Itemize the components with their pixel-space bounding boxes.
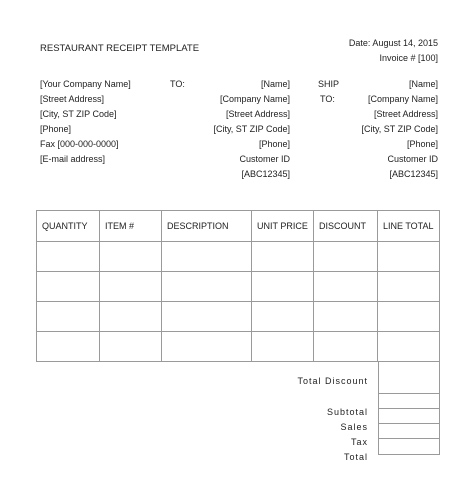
table-cell[interactable] bbox=[162, 332, 252, 362]
table-cell[interactable] bbox=[252, 302, 314, 332]
table-cell[interactable] bbox=[37, 272, 100, 302]
summary-divider bbox=[378, 408, 440, 409]
total-label: Total bbox=[343, 452, 368, 462]
to-company: [Company Name] bbox=[219, 94, 290, 104]
table-cell[interactable] bbox=[252, 332, 314, 362]
date-text: Date: August 14, 2015 bbox=[348, 38, 438, 48]
col-discount: DISCOUNT bbox=[314, 211, 378, 242]
sales-label: Sales bbox=[340, 422, 368, 432]
company-city: [City, ST ZIP Code] bbox=[40, 109, 117, 119]
table-cell[interactable] bbox=[100, 332, 162, 362]
summary-divider bbox=[378, 438, 440, 439]
table-cell[interactable] bbox=[378, 242, 440, 272]
ship-to-label: TO: bbox=[320, 94, 335, 104]
subtotal-label: Subtotal bbox=[326, 407, 368, 417]
items-table bbox=[36, 210, 440, 362]
table-cell[interactable] bbox=[162, 242, 252, 272]
table-cell[interactable] bbox=[314, 242, 378, 272]
table-cell[interactable] bbox=[100, 242, 162, 272]
table-cell[interactable] bbox=[37, 302, 100, 332]
table-cell[interactable] bbox=[100, 302, 162, 332]
to-label: TO: bbox=[170, 79, 185, 89]
table-cell[interactable] bbox=[314, 272, 378, 302]
total-discount-label: Total Discount bbox=[297, 376, 368, 386]
total-discount-box[interactable] bbox=[378, 361, 440, 394]
table-cell[interactable] bbox=[100, 272, 162, 302]
to-customer-id-label: Customer ID bbox=[239, 154, 290, 164]
table-header-row bbox=[37, 211, 440, 242]
document-title: RESTAURANT RECEIPT TEMPLATE bbox=[40, 43, 200, 54]
table-row bbox=[37, 332, 440, 362]
ship-customer-id-label: Customer ID bbox=[387, 154, 438, 164]
company-fax: Fax [000-000-0000] bbox=[40, 139, 119, 149]
summary-box bbox=[378, 393, 440, 455]
col-quantity: QUANTITY bbox=[37, 211, 100, 242]
table-row bbox=[37, 242, 440, 272]
table-cell[interactable] bbox=[252, 272, 314, 302]
table-cell[interactable] bbox=[162, 272, 252, 302]
table-cell[interactable] bbox=[162, 302, 252, 332]
table-cell[interactable] bbox=[314, 302, 378, 332]
to-name: [Name] bbox=[260, 79, 290, 89]
table-row bbox=[37, 272, 440, 302]
ship-label: SHIP bbox=[318, 79, 340, 89]
ship-phone: [Phone] bbox=[406, 139, 438, 149]
invoice-number: Invoice # [100] bbox=[379, 53, 438, 63]
col-item-number: ITEM # bbox=[100, 211, 162, 242]
tax-label: Tax bbox=[350, 437, 368, 447]
table-cell[interactable] bbox=[37, 332, 100, 362]
company-name: [Your Company Name] bbox=[40, 79, 131, 89]
summary-divider bbox=[378, 423, 440, 424]
ship-city: [City, ST ZIP Code] bbox=[361, 124, 438, 134]
col-line-total: LINE TOTAL bbox=[378, 211, 440, 242]
ship-street: [Street Address] bbox=[373, 109, 438, 119]
ship-company: [Company Name] bbox=[367, 94, 438, 104]
company-street: [Street Address] bbox=[40, 94, 105, 104]
to-city: [City, ST ZIP Code] bbox=[213, 124, 290, 134]
ship-customer-id: [ABC12345] bbox=[389, 169, 438, 179]
table-cell[interactable] bbox=[37, 242, 100, 272]
to-phone: [Phone] bbox=[258, 139, 290, 149]
table-cell[interactable] bbox=[378, 332, 440, 362]
company-phone: [Phone] bbox=[40, 124, 72, 134]
table-cell[interactable] bbox=[378, 272, 440, 302]
table-cell[interactable] bbox=[252, 242, 314, 272]
table-row bbox=[37, 302, 440, 332]
col-unit-price: UNIT PRICE bbox=[252, 211, 314, 242]
table-cell[interactable] bbox=[378, 302, 440, 332]
table-cell[interactable] bbox=[314, 332, 378, 362]
company-email: [E-mail address] bbox=[40, 154, 106, 164]
to-street: [Street Address] bbox=[225, 109, 290, 119]
col-description: DESCRIPTION bbox=[162, 211, 252, 242]
to-customer-id: [ABC12345] bbox=[241, 169, 290, 179]
ship-name: [Name] bbox=[408, 79, 438, 89]
